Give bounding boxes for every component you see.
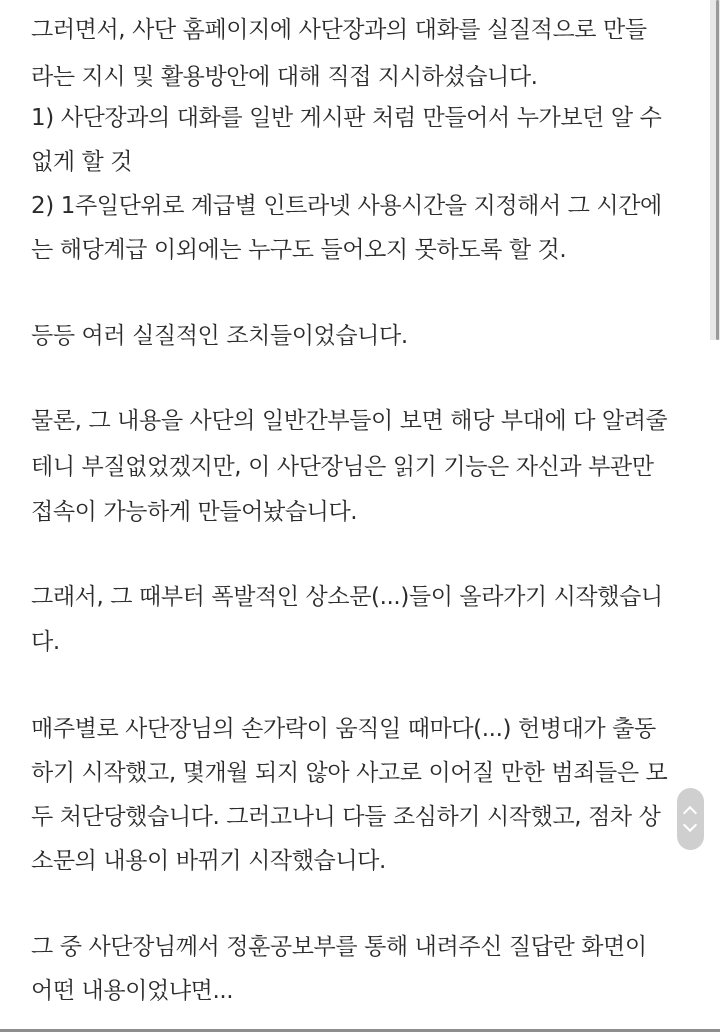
post-line: 2) 1주일단위로 계급별 인트라넷 사용시간을 지정해서 그 시간에 <box>31 193 662 219</box>
post-line: 어떤 내용이었냐면... <box>31 978 234 1004</box>
post-line: 라는 지시 및 활용방안에 대해 직접 지시하셨습니다. <box>31 64 538 90</box>
post-line: 물론, 그 내용을 사단의 일반간부들이 보면 해당 부대에 다 알려줄 <box>31 408 668 434</box>
post-line: 없게 할 것 <box>31 149 133 175</box>
post-line: 그 중 사단장님께서 정훈공보부를 통해 내려주신 질답란 화면이 <box>31 934 647 960</box>
post-line: 하기 시작했고, 몇개월 되지 않아 사고로 이어질 만한 범죄들은 모 <box>31 760 668 786</box>
post-line: 1) 사단장과의 대화를 일반 게시판 처럼 만들어서 누가보던 알 수 <box>31 105 662 131</box>
scrollbar-indicator[interactable] <box>716 0 719 340</box>
post-line: 매주별로 사단장님의 손가락이 움직일 때마다(...) 헌병대가 출동 <box>31 716 656 742</box>
post-line: 두 처단당했습니다. 그러고나니 다들 조심하기 시작했고, 점차 상 <box>31 804 661 830</box>
post-line: 테니 부질없었겠지만, 이 사단장님은 읽기 기능은 자신과 부관만 <box>31 454 654 480</box>
post-line: 그러면서, 사단 홈페이지에 사단장과의 대화를 실질적으로 만들 <box>31 17 647 43</box>
fast-scroll-handle[interactable] <box>677 788 704 850</box>
post-line: 접속이 가능하게 만들어놨습니다. <box>31 499 358 525</box>
post-line: 등등 여러 실질적인 조치들이었습니다. <box>31 323 408 349</box>
scrollbar[interactable] <box>710 0 720 340</box>
post-line: 그래서, 그 때부터 폭발적인 상소문(...)들이 올라가기 시작했습니 <box>31 584 663 610</box>
chevron-down-icon <box>683 818 697 832</box>
post-line: 소문의 내용이 바뀌기 시작했습니다. <box>31 848 386 874</box>
post-line: 다. <box>31 629 60 655</box>
post-line: 는 해당계급 이외에는 누구도 들어오지 못하도록 할 것. <box>31 237 567 263</box>
